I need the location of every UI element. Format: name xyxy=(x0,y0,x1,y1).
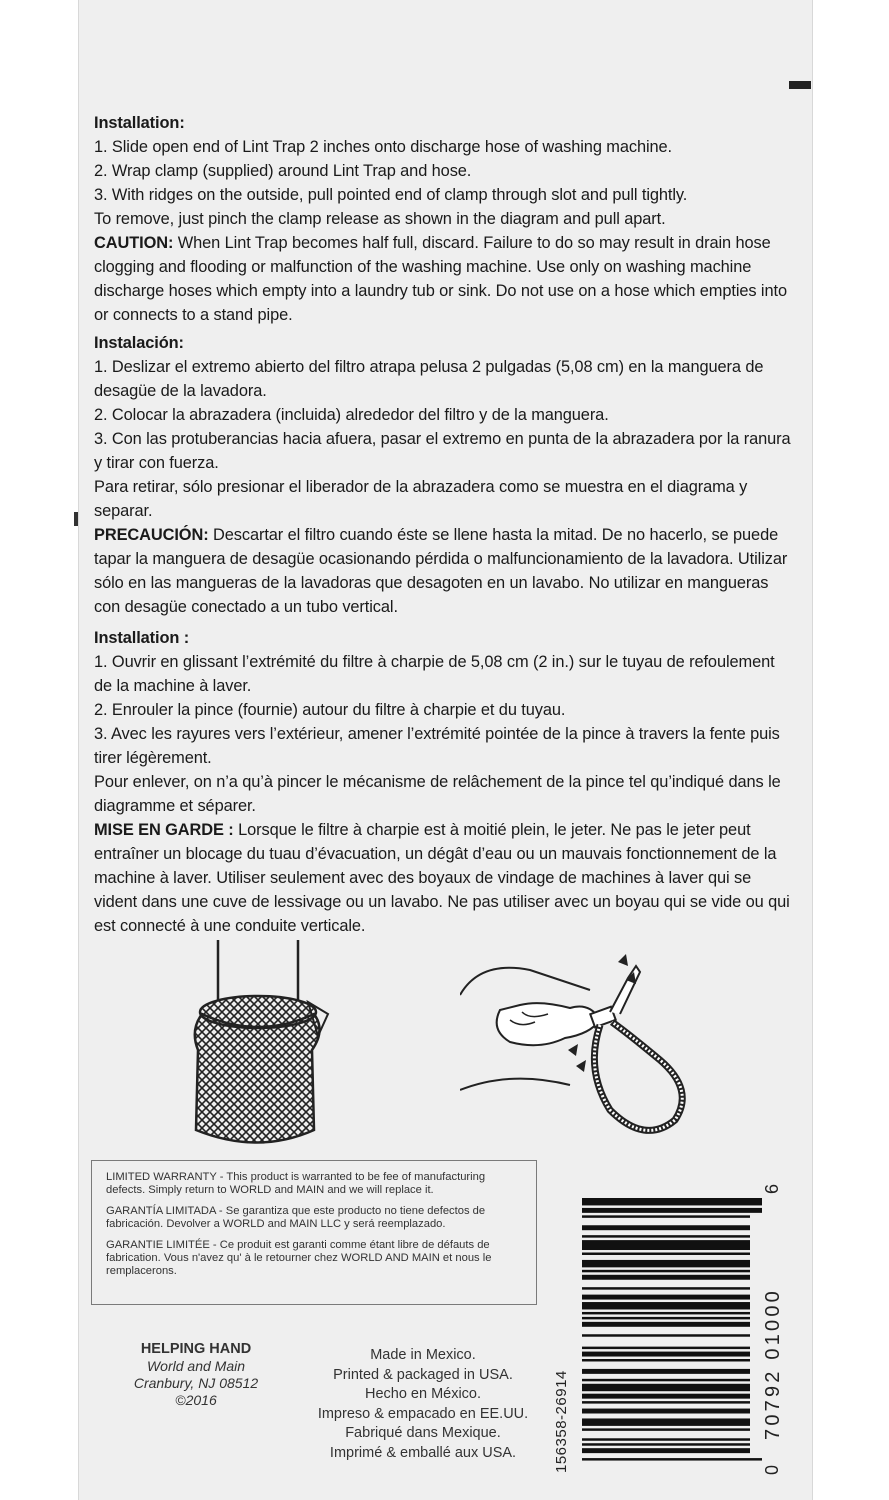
barcode-bar xyxy=(582,1384,750,1391)
barcode-bar xyxy=(582,1401,750,1403)
spanish-heading: Instalación: xyxy=(94,334,184,352)
barcode-bar xyxy=(582,1287,750,1289)
barcode-bar xyxy=(582,1379,750,1381)
upc-digits: 70792 01000 xyxy=(762,1288,784,1440)
edge-mark xyxy=(789,81,811,89)
company-line-1: World and Main xyxy=(146,1358,246,1374)
french-step-1: 1. Ouvrir en glissant l’extrémité du filtre à charpie de 5,08 cm (2 in.) sur le tuyau de refoulement de la machine à laver. xyxy=(94,653,775,695)
warranty-spanish: GARANTÍA LIMITADA - Se garantiza que este producto no tiene defectos de fabricación. Devolver a WORLD and MAIN LLC y será reemplazado. xyxy=(106,1205,486,1230)
barcode-bar xyxy=(582,1458,762,1460)
edge-mark-left xyxy=(74,512,78,526)
barcode-bar xyxy=(582,1270,750,1272)
barcode-bar xyxy=(582,1369,750,1374)
english-step-1: 1. Slide open end of Lint Trap 2 inches onto discharge hose of washing machine. xyxy=(94,138,672,156)
spanish-caution xyxy=(94,523,794,619)
barcode-bar xyxy=(582,1409,750,1414)
barcode-bar xyxy=(582,1347,750,1349)
french-caution-label: MISE EN GARDE : xyxy=(94,821,234,839)
sku-number: 156358-26914 xyxy=(553,1370,570,1473)
hand-pinching-clamp-illustration-icon xyxy=(460,950,700,1145)
upc-barcode xyxy=(582,1198,762,1468)
english-instructions xyxy=(94,111,794,327)
french-caution-text: Lorsque le filtre à charpie est à moitié plein, le jeter. Ne pas le jeter peut entraîner un blocage du tuau d’évacuation, un dégât d’eau ou un mauvais fonctionnement de la machine à laver. Utiliser seulement avec des boyaux de vindage de machines à laver qui se vident dans une cuve de lessivage ou un lavabo. Ne pas utiliser avec un boyau qui se vide ou qui est connecté à une conduite verticale. xyxy=(94,821,790,935)
barcode-bar xyxy=(582,1317,750,1319)
origin-fr-1: Fabriqué dans Mexique. xyxy=(345,1425,501,1441)
barcode-bar xyxy=(582,1418,750,1425)
warranty-french: GARANTIE LIMITÉE - Ce produit est garanti comme étant libre de défauts de fabrication. Vous n'avez qu' à le retourner chez WORLD AND MAIN et nous le remplacerons. xyxy=(106,1239,492,1277)
barcode-bar xyxy=(582,1302,750,1309)
french-step-2: 2. Enrouler la pince (fournie) autour du filtre à charpie et du tuyau. xyxy=(94,701,566,719)
upc-check-digit: 6 xyxy=(762,1183,782,1194)
barcode-bar xyxy=(582,1438,750,1440)
origin-fr-2: Imprimé & emballé aux USA. xyxy=(329,1444,517,1461)
english-caution-label: CAUTION: xyxy=(94,234,174,252)
french-instructions xyxy=(94,626,794,938)
company-line-3: ©2016 xyxy=(175,1392,217,1408)
french-step-3: 3. Avec les rayures vers l’extérieur, amener l’extrémité pointée de la pince à travers la fente puis tirer légèrement. xyxy=(94,725,780,767)
english-step-2: 2. Wrap clamp (supplied) around Lint Trap and hose. xyxy=(94,162,472,180)
english-caution xyxy=(94,231,794,327)
barcode-bar xyxy=(582,1198,762,1205)
barcode-bar xyxy=(582,1448,750,1453)
brand-name: HELPING HAND xyxy=(140,1341,252,1357)
barcode-bar xyxy=(582,1443,750,1445)
card-top xyxy=(79,0,812,40)
barcode-bar xyxy=(582,1428,750,1430)
origin-es-2: Impreso & empacado en EE.UU. xyxy=(317,1405,529,1422)
company-line-2: Cranbury, NJ 08512 xyxy=(133,1375,259,1391)
barcode-bar xyxy=(582,1359,750,1361)
spanish-caution-text: Descartar el filtro cuando éste se llene hasta la mitad. De no hacerlo, se puede tapar la manguera de desagüe ocasionando pérdida o malfuncionamiento de la lavadora. Utilizar sólo en las mangueras de la lavadoras que desagoten en un lavabo. No utilizar en mangueras con desagüe conectado a un tubo vertical. xyxy=(94,526,788,616)
barcode-bar xyxy=(582,1215,750,1217)
barcode-bar xyxy=(582,1334,750,1336)
barcode-bar xyxy=(582,1253,750,1255)
limited-warranty-box xyxy=(91,1160,537,1305)
barcode-bar xyxy=(582,1235,750,1237)
french-remove: Pour enlever, on n’a qu’à pincer le mécanisme de relâchement de la pince tel qu’indiqué dans le diagramme et séparer. xyxy=(94,773,781,815)
origin-es-1: Hecho en México. xyxy=(364,1386,482,1402)
warranty-english: LIMITED WARRANTY - This product is warranted to be fee of manufacturing defects. Simply return to WORLD and MAIN and we will replace it. xyxy=(106,1171,486,1196)
spanish-step-2: 2. Colocar la abrazadera (incluida) alrededor del filtro y de la manguera. xyxy=(94,406,609,424)
barcode-bar xyxy=(582,1260,750,1267)
french-caution xyxy=(94,818,794,938)
english-caution-text: When Lint Trap becomes half full, discard. Failure to do so may result in drain hose clogging and flooding or malfunction of the washing machine. Use only on washing machine discharge hoses which empty into a laundry tub or sink. Do not use on a hose which empties into or connects to a stand pipe. xyxy=(94,234,787,324)
spanish-instructions xyxy=(94,331,794,619)
barcode-bar xyxy=(582,1312,750,1314)
english-step-3: 3. With ridges on the outside, pull pointed end of clamp through slot and pull tightly. xyxy=(94,186,688,204)
barcode-bar xyxy=(582,1208,762,1213)
barcode-bar xyxy=(582,1275,750,1280)
french-heading: Installation : xyxy=(94,629,190,647)
english-heading: Installation: xyxy=(94,114,185,132)
barcode-bar xyxy=(582,1240,750,1250)
spanish-caution-label: PRECAUCIÓN: xyxy=(94,526,209,544)
origin-en-1: Made in Mexico. xyxy=(370,1347,476,1363)
barcode-bar xyxy=(582,1295,750,1300)
upc-lead-digit: 0 xyxy=(762,1464,782,1475)
english-remove: To remove, just pinch the clamp release as shown in the diagram and pull apart. xyxy=(94,210,666,228)
barcode-bar xyxy=(582,1225,750,1230)
origin-en-2: Printed & packaged in USA. xyxy=(333,1366,513,1383)
spanish-remove: Para retirar, sólo presionar el liberador de la abrazadera como se muestra en el diagrama y separar. xyxy=(94,478,748,520)
origin-info xyxy=(312,1346,534,1463)
barcode-bar xyxy=(582,1352,750,1357)
spanish-step-3: 3. Con las protuberancias hacia afuera, pasar el extremo en punta de la abrazadera por la ranura y tirar con fuerza. xyxy=(94,430,791,472)
lint-trap-hose-illustration-icon xyxy=(190,940,330,1145)
barcode-bar xyxy=(582,1394,750,1399)
company-info xyxy=(110,1341,282,1409)
spanish-step-1: 1. Deslizar el extremo abierto del filtro atrapa pelusa 2 pulgadas (5,08 cm) en la manguera de desagüe de la lavadora. xyxy=(94,358,764,400)
barcode-bar xyxy=(582,1322,750,1327)
